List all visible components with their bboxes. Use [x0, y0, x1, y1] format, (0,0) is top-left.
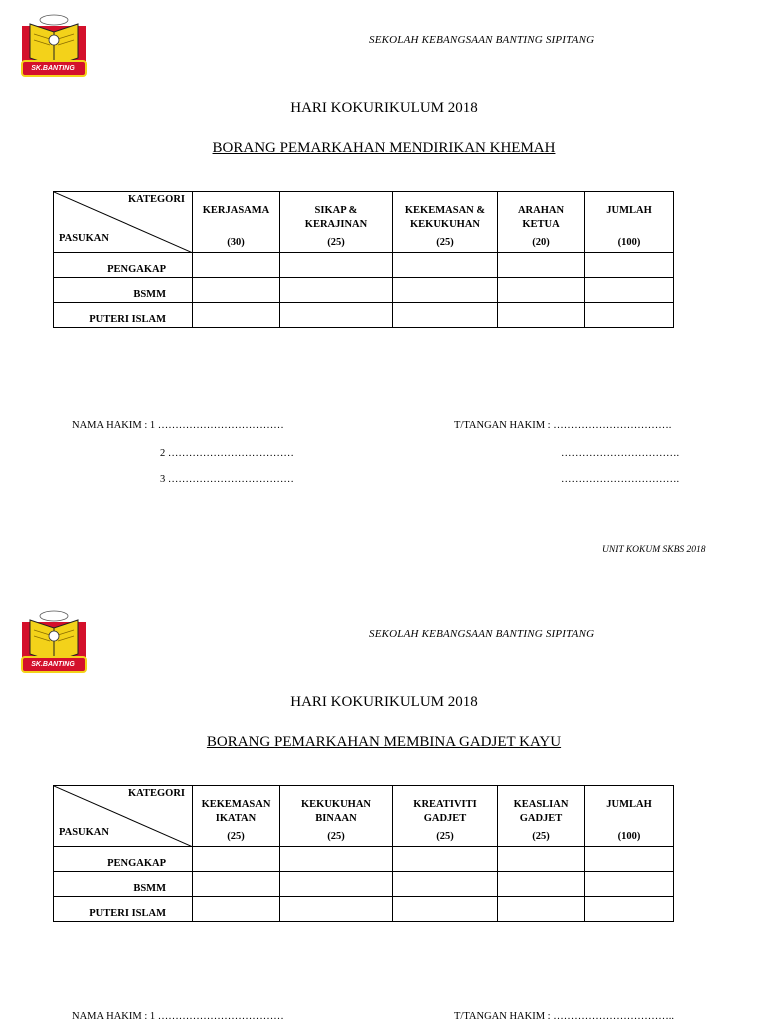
judge-dots: ………………………………	[157, 1011, 284, 1022]
score-cell[interactable]	[393, 872, 498, 897]
column-points: (100)	[617, 237, 641, 248]
pasukan-label: PASUKAN	[59, 827, 109, 838]
school-logo	[20, 12, 88, 80]
column-label: JUMLAH	[606, 205, 652, 216]
column-points: (25)	[436, 237, 454, 248]
score-cell[interactable]	[585, 897, 674, 922]
team-name: PENGAKAP	[54, 847, 193, 872]
table-header-row	[54, 786, 674, 847]
logo-caption: SK.BANTING	[31, 661, 75, 668]
judge-dots: ………………………………	[167, 474, 294, 485]
kategori-label: KATEGORI	[128, 788, 185, 799]
signature-line-2	[561, 448, 679, 459]
signature-line-1	[454, 420, 671, 431]
score-cell[interactable]	[498, 303, 585, 328]
team-name: PUTERI ISLAM	[54, 303, 193, 328]
score-cell[interactable]	[393, 253, 498, 278]
signature-dots: …………………………….	[561, 448, 680, 459]
column-header	[280, 192, 393, 253]
score-cell[interactable]	[193, 872, 280, 897]
score-cell[interactable]	[280, 303, 393, 328]
signature-dots: …………………………….	[553, 420, 672, 431]
column-label: BINAAN	[315, 813, 357, 824]
team-name: PUTERI ISLAM	[54, 897, 193, 922]
judge-number: 1	[149, 420, 156, 431]
score-cell[interactable]	[498, 897, 585, 922]
footer-note: UNIT KOKUM SKBS 2018	[602, 545, 706, 555]
judge-label: NAMA HAKIM :	[72, 420, 148, 431]
column-header	[393, 786, 498, 847]
table-header-row	[54, 192, 674, 253]
team-name: PENGAKAP	[54, 253, 193, 278]
column-header	[280, 786, 393, 847]
column-label: IKATAN	[215, 813, 257, 824]
signature-line-3	[561, 474, 679, 485]
logo-caption: SK.BANTING	[31, 65, 75, 72]
column-points: (30)	[227, 237, 245, 248]
score-cell[interactable]	[393, 303, 498, 328]
column-label: KERAJINAN	[304, 219, 368, 230]
column-points: (25)	[532, 831, 550, 842]
score-cell[interactable]	[585, 278, 674, 303]
column-points: (25)	[436, 831, 454, 842]
score-cell[interactable]	[498, 278, 585, 303]
column-points: (25)	[327, 831, 345, 842]
score-cell[interactable]	[393, 278, 498, 303]
score-table	[53, 191, 674, 328]
corner-cell	[54, 192, 193, 253]
table-row	[54, 303, 674, 328]
signature-dots: ……………………………..	[553, 1011, 674, 1022]
judge-number: 1	[149, 1011, 156, 1022]
score-cell[interactable]	[585, 303, 674, 328]
team-name: BSMM	[54, 278, 193, 303]
score-cell[interactable]	[193, 278, 280, 303]
column-label: ARAHAN	[517, 205, 565, 216]
judge-number: 3	[160, 474, 166, 485]
column-points: (25)	[227, 831, 245, 842]
score-cell[interactable]	[585, 872, 674, 897]
column-label: KEKUKUHAN	[409, 219, 480, 230]
table-row	[54, 278, 674, 303]
signature-dots: …………………………….	[561, 474, 680, 485]
signature-label: T/TANGAN HAKIM :	[454, 420, 551, 431]
score-cell[interactable]	[585, 847, 674, 872]
column-header	[498, 192, 585, 253]
score-cell[interactable]	[393, 897, 498, 922]
column-header	[393, 192, 498, 253]
column-label: KEKUKUHAN	[300, 799, 371, 810]
score-cell[interactable]	[498, 872, 585, 897]
form-title: BORANG PEMARKAHAN MENDIRIKAN KHEMAH	[212, 140, 556, 156]
score-cell[interactable]	[280, 847, 393, 872]
column-label: KETUA	[522, 219, 560, 230]
table-row	[54, 847, 674, 872]
column-header	[585, 192, 674, 253]
column-label: GADJET	[423, 813, 467, 824]
event-title: HARI KOKURIKULUM 2018	[290, 100, 478, 116]
column-label: GADJET	[519, 813, 563, 824]
table-row	[54, 897, 674, 922]
school-name: SEKOLAH KEBANGSAAN BANTING SIPITANG	[369, 34, 595, 46]
column-points: (20)	[532, 237, 550, 248]
kategori-label: KATEGORI	[128, 194, 185, 205]
score-cell[interactable]	[498, 847, 585, 872]
score-cell[interactable]	[280, 253, 393, 278]
table-row	[54, 253, 674, 278]
corner-cell	[54, 786, 193, 847]
column-header	[585, 786, 674, 847]
column-label: SIKAP &	[314, 205, 358, 216]
school-logo	[20, 608, 88, 676]
column-label: KREATIVITI	[413, 799, 477, 810]
score-cell[interactable]	[193, 897, 280, 922]
score-cell[interactable]	[585, 253, 674, 278]
event-title: HARI KOKURIKULUM 2018	[290, 694, 478, 710]
score-table	[53, 785, 674, 922]
score-cell[interactable]	[193, 303, 280, 328]
school-name: SEKOLAH KEBANGSAAN BANTING SIPITANG	[369, 628, 595, 640]
score-cell[interactable]	[498, 253, 585, 278]
score-cell[interactable]	[280, 872, 393, 897]
column-label: KEASLIAN	[513, 799, 569, 810]
judge-number: 2	[160, 448, 166, 459]
form-title: BORANG PEMARKAHAN MEMBINA GADJET KAYU	[206, 734, 562, 750]
signature-label: T/TANGAN HAKIM :	[454, 1011, 551, 1022]
score-cell[interactable]	[193, 847, 280, 872]
table-row	[54, 872, 674, 897]
score-cell[interactable]	[393, 847, 498, 872]
signature-line-1	[454, 1011, 674, 1022]
column-label: KERJASAMA	[202, 205, 270, 216]
judge-name-line-3	[160, 474, 294, 485]
column-label: KEKEMASAN &	[404, 205, 486, 216]
judge-name-line-1	[72, 1011, 284, 1022]
column-label: KEKEMASAN	[201, 799, 271, 810]
column-points: (100)	[617, 831, 641, 842]
judge-dots: ………………………………	[167, 448, 294, 459]
column-header	[193, 786, 280, 847]
score-cell[interactable]	[193, 253, 280, 278]
team-name: BSMM	[54, 872, 193, 897]
pasukan-label: PASUKAN	[59, 233, 109, 244]
column-label: JUMLAH	[606, 799, 652, 810]
column-header	[193, 192, 280, 253]
judge-name-line-2	[160, 448, 294, 459]
score-cell[interactable]	[280, 278, 393, 303]
column-header	[498, 786, 585, 847]
column-points: (25)	[327, 237, 345, 248]
judge-dots: ………………………………	[157, 420, 284, 431]
judge-label: NAMA HAKIM :	[72, 1011, 148, 1022]
score-cell[interactable]	[280, 897, 393, 922]
judge-name-line-1	[72, 420, 284, 431]
